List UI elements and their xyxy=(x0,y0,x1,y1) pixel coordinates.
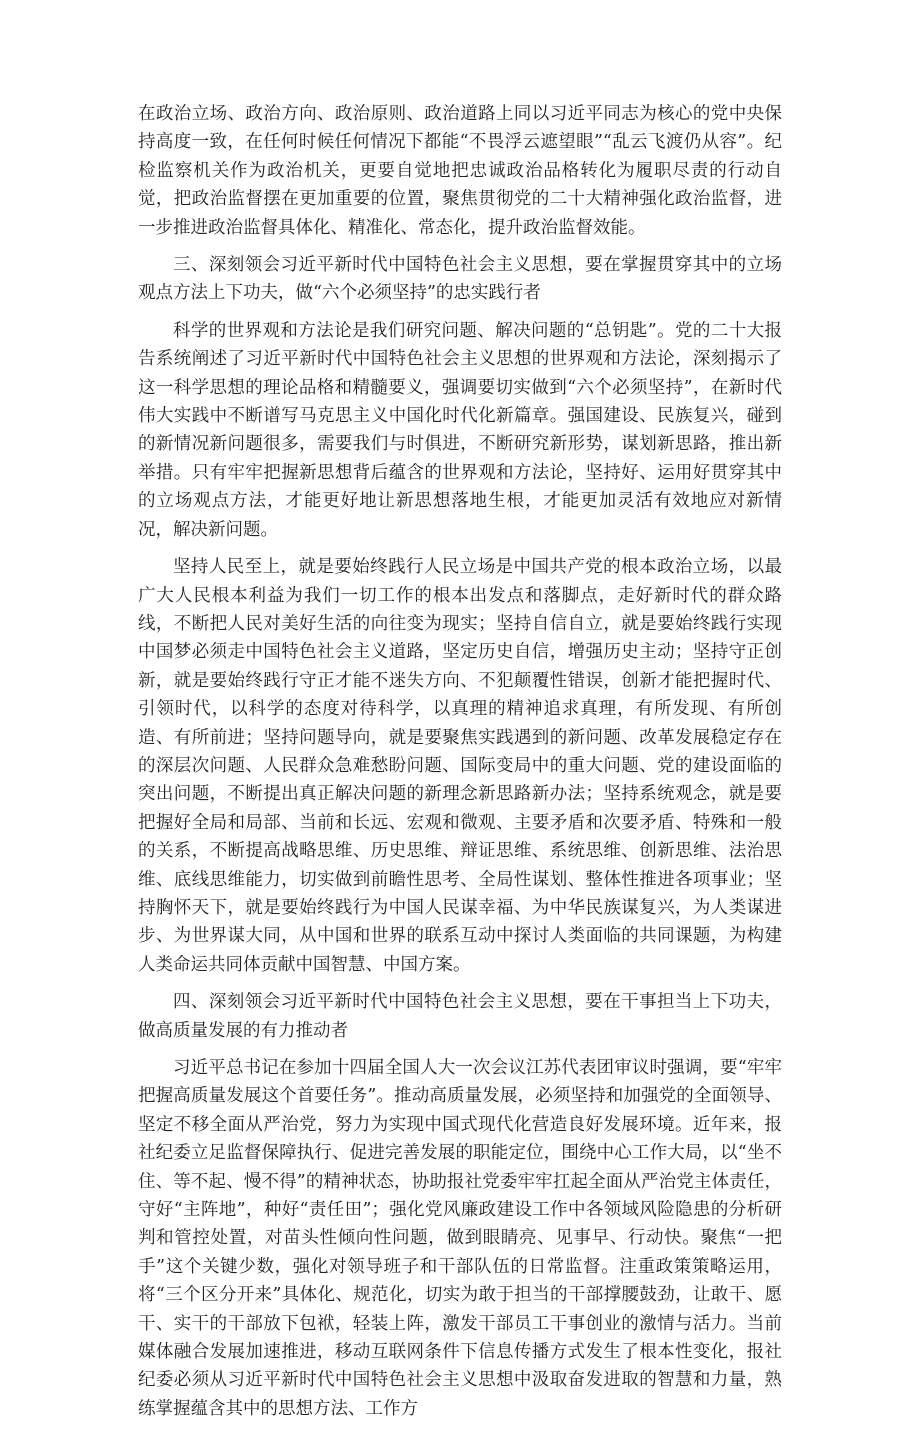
body-paragraph-six-musts: 坚持人民至上，就是要始终践行人民立场是中国共产党的根本政治立场，以最广大人民根本利益为我们一切工作的根本出发点和落脚点，走好新时代的群众路线，不断把人民对美好生活的向往变为现实；坚持自信自立，就是要始终践行实现中国梦必须走中国特色社会主义道路，坚定历史自信，增强历史主动；坚持守正创新，就是要始终践行守正才能不迷失方向、不犯颠覆性错误，创新才能把握时代、引领时代，以科学的态度对待科学，以真理的精神追求真理，有所发现、有所创造、有所前进；坚持问题导向，就是要聚焦实践遇到的新问题、改革发展稳定存在的深层次问题、人民群众急难愁盼问题、国际变局中的重大问题、党的建设面临的突出问题，不断提出真正解决问题的新理念新思路新办法；坚持系统观念，就是要把握好全局和局部、当前和长远、宏观和微观、主要矛盾和次要矛盾、特殊和一般的关系，不断提高战略思维、历史思维、辩证思维、系统思维、创新思维、法治思维、底线思维能力，切实做到前瞻性思考、全局性谋划、整体性推进各项事业；坚持胸怀天下，就是要始终践行为中国人民谋幸福、为中华民族谋复兴，为人类谋进步、为世界谋大同，从中国和世界的联系互动中探讨人类面临的共同课题，为构建人类命运共同体贡献中国智慧、中国方案。 xyxy=(138,557,782,975)
body-paragraph-worldview: 科学的世界观和方法论是我们研究问题、解决问题的“总钥匙”。党的二十大报告系统阐述了习近平新时代中国特色社会主义思想的世界观和方法论，深刻揭示了这一科学思想的理论品格和精髓要义，强调要切实做到“六个必须坚持”，在新时代伟大实践中不断谱写马克思主义中国化时代化新篇章。强国建设、民族复兴，碰到的新情况新问题很多，需要我们与时俱进，不断研究新形势，谋划新思路，推出新举措。只有牢牢把握新思想背后蕴含的世界观和方法论，坚持好、运用好贯穿其中的立场观点方法，才能更好地让新思想落地生根，才能更加灵活有效地应对新情况，解决新问题。 xyxy=(138,320,782,540)
section-heading-three: 三、深刻领会习近平新时代中国特色社会主义思想，要在掌握贯穿其中的立场观点方法上下功夫，做“六个必须坚持”的忠实践行者 xyxy=(138,255,782,304)
section-heading-four: 四、深刻领会习近平新时代中国特色社会主义思想，要在干事担当上下功夫，做高质量发展的有力推动者 xyxy=(138,992,782,1041)
document-page xyxy=(138,100,782,1432)
body-paragraph-political-loyalty: 在政治立场、政治方向、政治原则、政治道路上同以习近平同志为核心的党中央保持高度一致，在任何时候任何情况下都能“不畏浮云遮望眼”“乱云飞渡仍从容”。纪检监察机关作为政治机关，更要自觉地把忠诚政治品格转化为履职尽责的行动自觉，把政治监督摆在更加重要的位置，聚焦贯彻党的二十大精神强化政治监督，进一步推进政治监督具体化、精准化、常态化，提升政治监督效能。 xyxy=(138,104,782,238)
body-paragraph-high-quality-development: 习近平总书记在参加十四届全国人大一次会议江苏代表团审议时强调，要“牢牢把握高质量发展这个首要任务”。推动高质量发展，必须坚持和加强党的全面领导、坚定不移全面从严治党，努力为实现中国式现代化营造良好发展环境。近年来，报社纪委立足监督保障执行、促进完善发展的职能定位，围绕中心工作大局，以“坐不住、等不起、慢不得”的精神状态，协助报社党委牢牢扛起全面从严治党主体责任，守好“主阵地”，种好“责任田”；强化党风廉政建设工作中各领域风险隐患的分析研判和管控处置，对苗头性倾向性问题，做到眼睛亮、见事早、行动快。聚焦“一把手”这个关键少数，强化对领导班子和干部队伍的日常监督。注重政策策略运用，将“三个区分开来”具体化、规范化，切实为敢于担当的干部撑腰鼓劲，让敢干、愿干、实干的干部放下包袱，轻装上阵，激发干部员工干事创业的激情与活力。当前媒体融合发展加速推进，移动互联网条件下信息传播方式发生了根本性变化，报社纪委必须从习近平新时代中国特色社会主义思想中汲取奋发进取的智慧和力量，熟练掌握蕴含其中的思想方法、工作方 xyxy=(138,1058,782,1419)
